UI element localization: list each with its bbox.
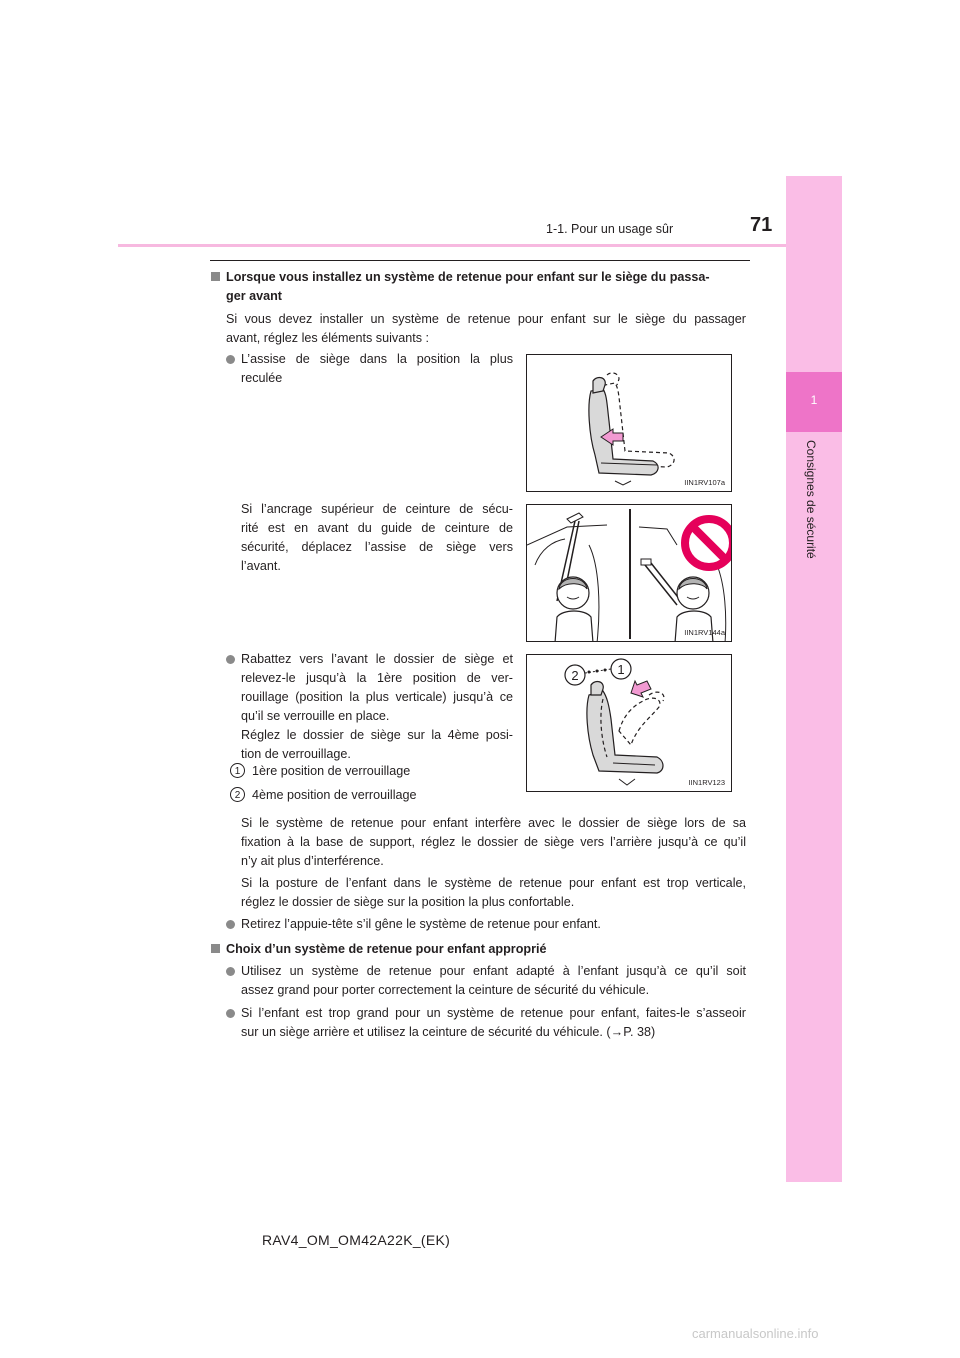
chapter-number: 1	[810, 393, 818, 407]
seatback-lock-illustration	[527, 655, 732, 792]
section-heading	[211, 940, 751, 959]
heading-line: Lorsque vous installez un système de retenue pour enfant sur le siège du passa-	[226, 270, 710, 284]
round-bullet-icon	[226, 920, 235, 929]
callout-number: 2	[230, 787, 245, 802]
heading-line: Choix d’un système de retenue pour enfant approprié	[226, 942, 547, 956]
text-line: rité est en avant du guide de ceinture de	[241, 521, 513, 535]
text-line: n’y ait plus d’interférence.	[241, 854, 384, 868]
square-bullet-icon	[211, 944, 220, 953]
watermark: carmanualsonline.info	[692, 1326, 819, 1341]
round-bullet-icon	[226, 655, 235, 664]
square-bullet-icon	[211, 272, 220, 281]
section-heading	[211, 268, 751, 306]
figure-label-2: 2	[571, 668, 579, 683]
header-rule	[118, 244, 786, 247]
callout-number: 1	[230, 763, 245, 778]
intro-paragraph	[226, 310, 746, 348]
bullet-adapted-seat	[241, 962, 746, 1000]
bullet-too-big	[241, 1004, 746, 1042]
text-line: réglez le dossier de siège sur la position la plus confortable.	[241, 895, 575, 909]
text-line: Si le système de retenue pour enfant interfère avec le dossier de siège lors de sa	[241, 816, 746, 830]
section-title: 1-1. Pour un usage sûr	[546, 222, 674, 236]
text-line: l’avant.	[241, 559, 281, 573]
text-line: rouillage (position la plus verticale) jusqu’à ce	[241, 690, 513, 704]
footer-model-code: RAV4_OM_OM42A22K_(EK)	[262, 1232, 451, 1248]
text-line: Si l’enfant est trop grand pour un système de retenue pour enfant, faites-le s’asseoir	[241, 1006, 746, 1020]
chapter-sidebar	[786, 176, 842, 1182]
bullet-seat-position	[241, 350, 513, 388]
text-line: Si la posture de l’enfant dans le système de retenue pour enfant est trop verticale,	[241, 876, 746, 890]
heading-line: ger avant	[226, 289, 282, 303]
text-line: relevez-le jusqu’à la 1ère position de ver-	[241, 671, 513, 685]
note-interference	[241, 814, 746, 871]
text-line: tion de verrouillage.	[241, 747, 351, 761]
text-line: L’assise de siège dans la position la plus	[241, 352, 513, 366]
figure-seat-slide	[526, 354, 732, 492]
belt-position-illustration	[527, 505, 732, 642]
figure-code: IIN1RV123	[688, 778, 725, 787]
text-line: avant, réglez les éléments suivants :	[226, 331, 430, 345]
text-line: reculée	[241, 371, 283, 385]
callout-text: 1ère position de verrouillage	[252, 764, 411, 778]
text-line: Si l’ancrage supérieur de ceinture de sécu-	[241, 502, 513, 516]
text-line: Utilisez un système de retenue pour enfant adapté à l’enfant jusqu’à ce qu’il soit	[241, 964, 746, 978]
note-seat-forward	[241, 500, 513, 576]
round-bullet-icon	[226, 1009, 235, 1018]
chapter-title: Consignes de sécurité	[804, 440, 818, 559]
text-line: Rabattez vers l’avant le dossier de siège et	[241, 652, 513, 666]
page-number: 71	[750, 214, 773, 236]
bullet-seatback	[241, 650, 513, 764]
callout-text: 4ème position de verrouillage	[252, 788, 417, 802]
text-line: sur un siège arrière et utilisez la ceinture de sécurité du véhicule. (→P. 38)	[241, 1025, 656, 1039]
text-line: qu’il se verrouille en place.	[241, 709, 390, 723]
text-line: sécurité, déplacez l’assise de siège vers	[241, 540, 513, 554]
note-posture	[241, 874, 746, 912]
seat-slide-illustration	[527, 355, 732, 492]
figure-seatback-lock	[526, 654, 732, 792]
bullet-headrest: Retirez l’appuie-tête s’il gêne le système de retenue pour enfant.	[241, 917, 601, 931]
figure-code: IIN1RV107a	[684, 478, 725, 487]
figure-belt-position	[526, 504, 732, 642]
text-line: Réglez le dossier de siège sur la 4ème posi-	[241, 728, 513, 742]
figure-code: IIN1RV144a	[684, 628, 725, 637]
text-line: assez grand pour porter correctement la ceinture de sécurité du véhicule.	[241, 983, 650, 997]
round-bullet-icon	[226, 967, 235, 976]
text-line: Si vous devez installer un système de retenue pour enfant sur le siège du passager	[226, 312, 746, 326]
figure-label-1: 1	[617, 662, 625, 677]
section-divider	[210, 260, 750, 261]
text-line: fixation à la base de support, réglez le dossier de siège vers l’arrière jusqu’à ce qu’il	[241, 835, 746, 849]
round-bullet-icon	[226, 355, 235, 364]
